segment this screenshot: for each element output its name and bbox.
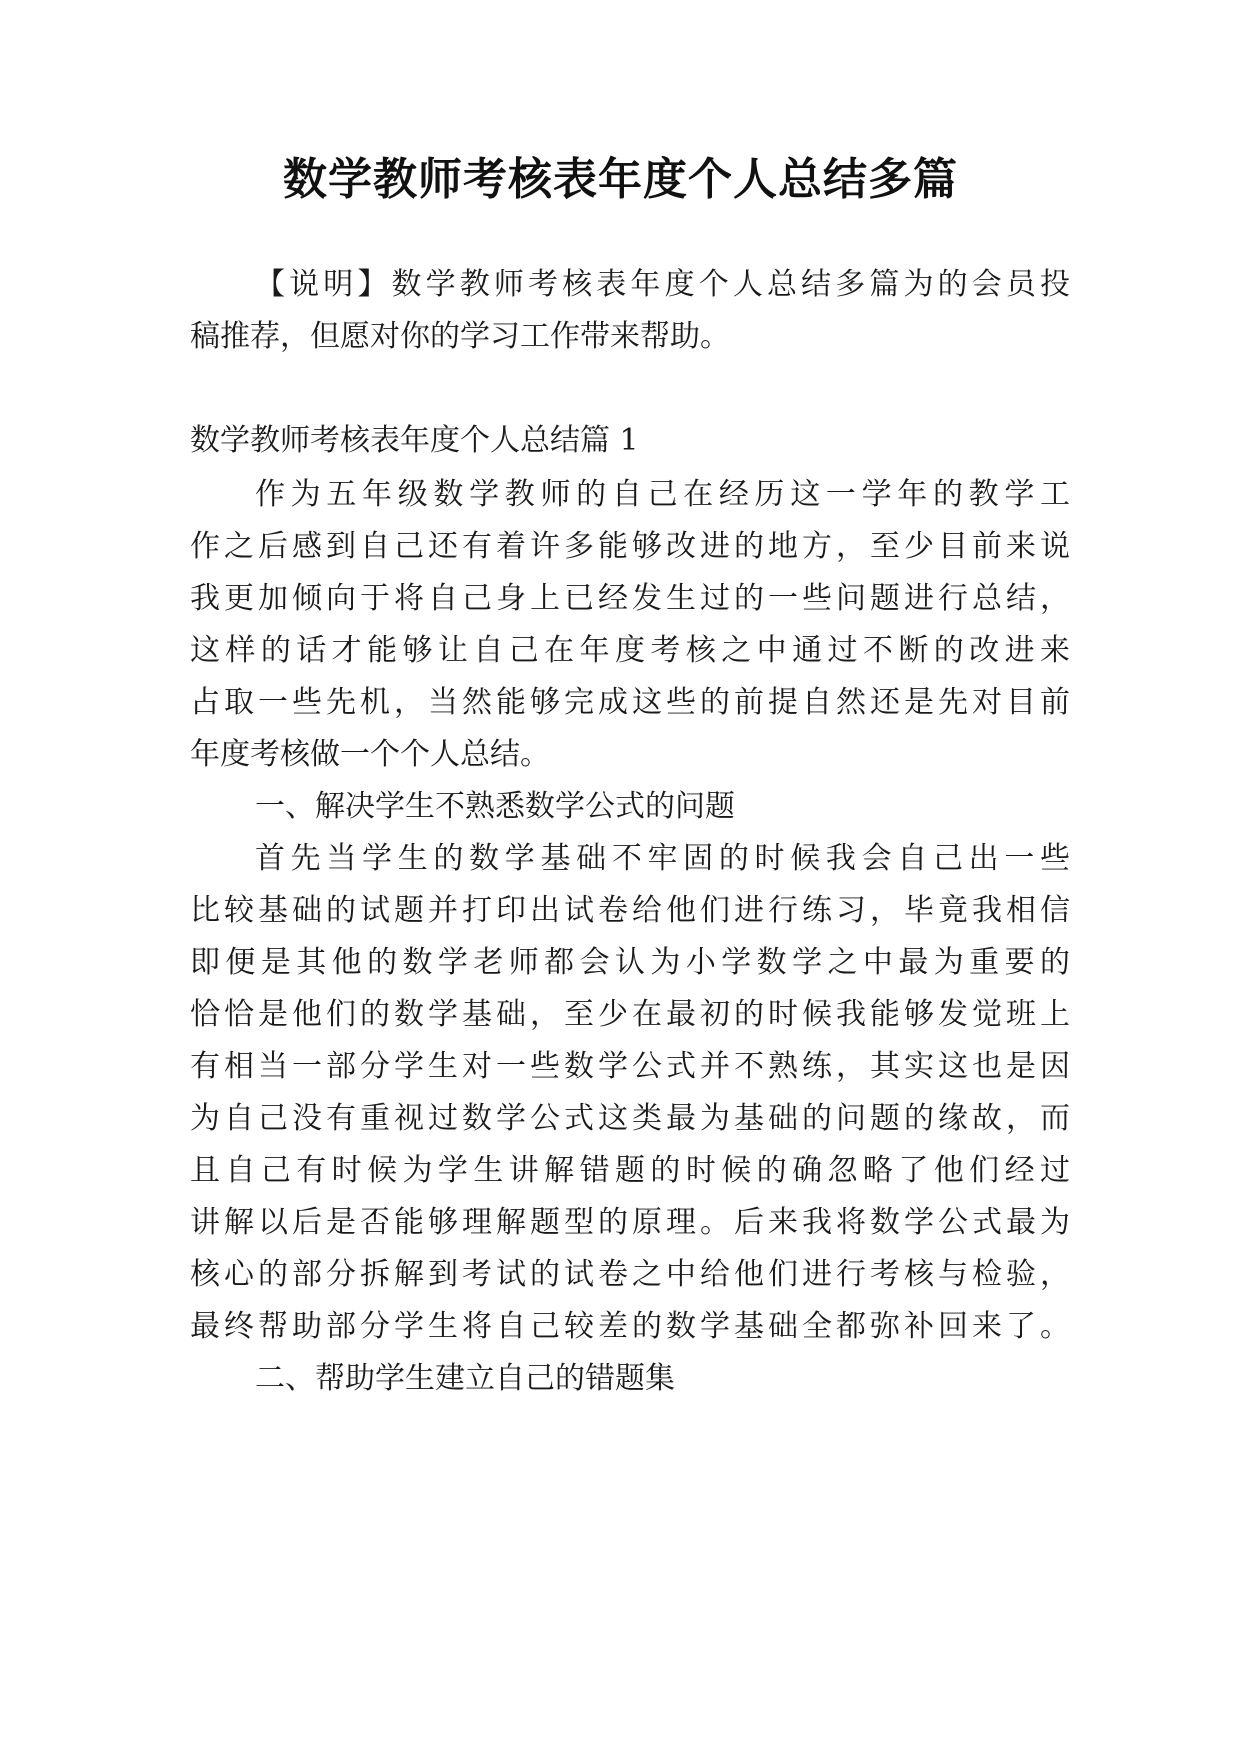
paragraph-line: 即便是其他的数学老师都会认为小学数学之中最为重要的	[190, 945, 1070, 980]
paragraph-line: 占取一些先机，当然能够完成这些的前提自然还是先对目前	[190, 685, 1070, 720]
subheading: 一、解决学生不熟悉数学公式的问题	[255, 789, 735, 824]
document-title: 数学教师考核表年度个人总结多篇	[283, 154, 958, 205]
paragraph-line: 比较基础的试题并打印出试卷给他们进行练习，毕竟我相信	[190, 893, 1070, 928]
paragraph-line: 讲解以后是否能够理解题型的原理。后来我将数学公式最为	[190, 1205, 1070, 1240]
paragraph-line: 为自己没有重视过数学公式这类最为基础的问题的缘故，而	[190, 1101, 1070, 1136]
paragraph-line: 最终帮助部分学生将自己较差的数学基础全都弥补回来了。	[190, 1309, 1070, 1344]
paragraph-line: 这样的话才能够让自己在年度考核之中通过不断的改进来	[190, 633, 1070, 668]
paragraph-line: 我更加倾向于将自己身上已经发生过的一些问题进行总结，	[190, 581, 1070, 616]
paragraph-line: 首先当学生的数学基础不牢固的时候我会自己出一些	[255, 841, 1070, 876]
intro-line: 稿推荐，但愿对你的学习工作带来帮助。	[190, 319, 730, 354]
paragraph-line: 作为五年级数学教师的自己在经历这一学年的教学工	[255, 477, 1070, 512]
paragraph-line: 有相当一部分学生对一些数学公式并不熟练，其实这也是因	[190, 1049, 1070, 1084]
intro-line: 【说明】数学教师考核表年度个人总结多篇为的会员投	[255, 267, 1070, 302]
paragraph-line: 且自己有时候为学生讲解错题的时候的确忽略了他们经过	[190, 1153, 1070, 1188]
paragraph-line: 恰恰是他们的数学基础，至少在最初的时候我能够发觉班上	[190, 997, 1070, 1032]
paragraph-line: 核心的部分拆解到考试的试卷之中给他们进行考核与检验，	[190, 1257, 1070, 1292]
subheading: 二、帮助学生建立自己的错题集	[255, 1361, 675, 1396]
paragraph-line: 年度考核做一个个人总结。	[190, 737, 550, 772]
paragraph-line: 作之后感到自己还有着许多能够改进的地方，至少目前来说	[190, 529, 1070, 564]
section-title: 数学教师考核表年度个人总结篇 1	[190, 423, 639, 458]
